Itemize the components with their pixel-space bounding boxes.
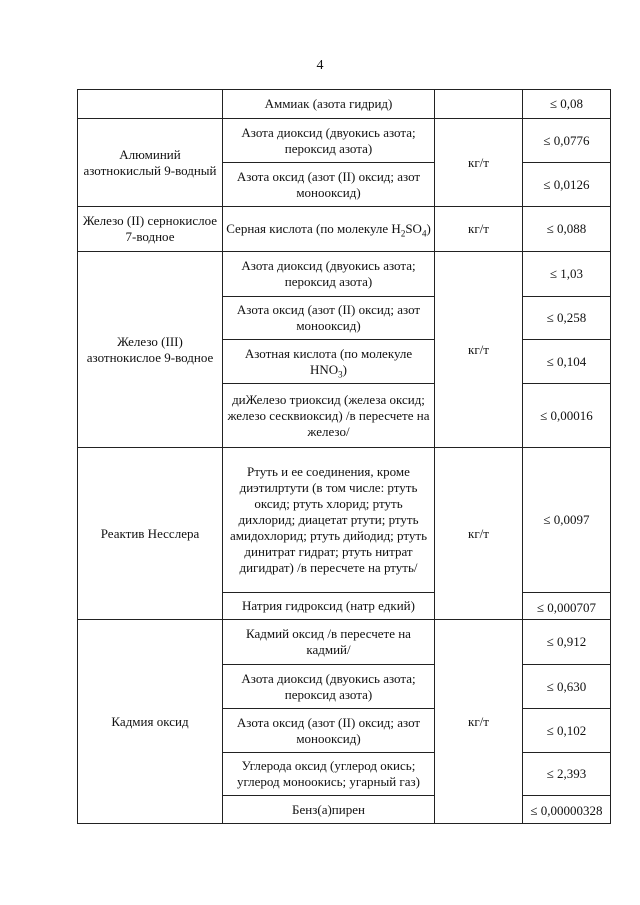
substance-cell: Азота оксид (азот (II) оксид; азот монооксид): [223, 297, 435, 340]
unit-cell: кг/т: [435, 620, 523, 824]
substance-cell: Ртуть и ее соединения, кроме диэтилртути (в том числе: ртуть оксид; ртуть хлорид; ртуть дихлорид; диацетат ртути; ртуть амидохлорид; ртуть дийодид; ртуть динитрат гидрат; ртуть нитрат дигидрат) /в пересчете на ртуть/: [223, 448, 435, 593]
reagent-cell: [78, 90, 223, 119]
table-row: [78, 252, 611, 297]
value-cell: ≤ 0,00000328: [523, 796, 611, 824]
value-cell: ≤ 0,0126: [523, 163, 611, 207]
substance-cell: Кадмий оксид /в пересчете на кадмий/: [223, 620, 435, 665]
substance-cell: Аммиак (азота гидрид): [223, 90, 435, 119]
value-cell: ≤ 1,03: [523, 252, 611, 297]
reagent-cell: Реактив Несслера: [78, 448, 223, 620]
table-row: [78, 207, 611, 252]
table-row: [78, 119, 611, 163]
table-row: [78, 448, 611, 593]
unit-cell: кг/т: [435, 448, 523, 620]
substance-cell: Натрия гидроксид (натр едкий): [223, 593, 435, 620]
substance-cell: Азота диоксид (двуокись азота; пероксид азота): [223, 252, 435, 297]
substance-cell: Бенз(а)пирен: [223, 796, 435, 824]
table-row: [78, 90, 611, 119]
substance-cell: Азота оксид (азот (II) оксид; азот монооксид): [223, 163, 435, 207]
reagent-cell: Кадмия оксид: [78, 620, 223, 824]
value-cell: ≤ 0,102: [523, 709, 611, 753]
reagent-cell: Алюминий азотнокислый 9-водный: [78, 119, 223, 207]
value-cell: ≤ 0,08: [523, 90, 611, 119]
unit-cell: кг/т: [435, 207, 523, 252]
substance-cell: Серная кислота (по молекуле $H_2SO_4$): [223, 207, 435, 252]
substance-cell: Азотная кислота (по молекуле $HNO_3$): [223, 340, 435, 384]
value-cell: ≤ 0,000707: [523, 593, 611, 620]
value-cell: ≤ 0,104: [523, 340, 611, 384]
value-cell: ≤ 0,088: [523, 207, 611, 252]
value-cell: ≤ 0,0776: [523, 119, 611, 163]
value-cell: ≤ 0,912: [523, 620, 611, 665]
unit-cell: [435, 90, 523, 119]
substance-cell: диЖелезо триоксид (железа оксид; железо сесквиоксид) /в пересчете на железо/: [223, 384, 435, 448]
value-cell: ≤ 0,00016: [523, 384, 611, 448]
value-cell: ≤ 0,630: [523, 665, 611, 709]
reagent-cell: Железо (II) сернокислое 7-водное: [78, 207, 223, 252]
reagent-cell: Железо (III) азотнокислое 9-водное: [78, 252, 223, 448]
page-number: 4: [316, 58, 324, 73]
value-cell: ≤ 2,393: [523, 753, 611, 796]
substance-cell: Углерода оксид (углерод окись; углерод моноокись; угарный газ): [223, 753, 435, 796]
unit-cell: кг/т: [435, 252, 523, 448]
value-cell: ≤ 0,258: [523, 297, 611, 340]
substance-cell: Азота диоксид (двуокись азота; пероксид азота): [223, 665, 435, 709]
table-row: [78, 620, 611, 665]
substance-cell: Азота оксид (азот (II) оксид; азот монооксид): [223, 709, 435, 753]
emissions-table: [77, 89, 611, 824]
value-cell: ≤ 0,0097: [523, 448, 611, 593]
unit-cell: кг/т: [435, 119, 523, 207]
substance-cell: Азота диоксид (двуокись азота; пероксид азота): [223, 119, 435, 163]
